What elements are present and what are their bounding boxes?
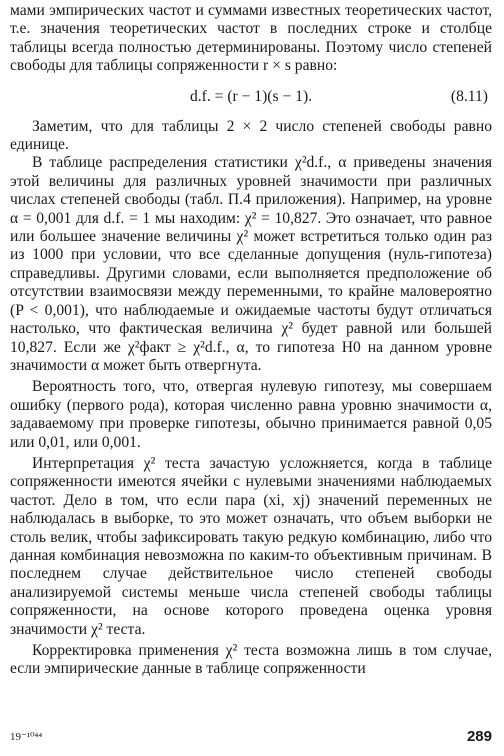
paragraph-interpretation: Интерпретация χ² теста зачастую усложняется, когда в таблице сопряженности имеются ячейки с нулевыми значениями наблюдаемых частот. Дело в том, что если пара (xi, xj) значений переменных не наблюдалась в выборке, то это может означать, что объем выборки не столь велик, чтобы зафиксировать такую редкую комбинацию, либо что данная комбинация невозможна по каким-то объективным причинам. В последнем случае действительное число степеней свободы анализируемой системы меньше числа степеней свободы таблицы сопряженности, на основе которого проведена оценка уровня значимости χ² теста. bbox=[10, 454, 492, 638]
formula-number: (8.11) bbox=[450, 87, 488, 105]
page-number: 289 bbox=[466, 727, 492, 745]
paragraph-intro: мами эмпирических частот и суммами известных теоретических частот, т.е. значения теоретических частот в последних строке и столбце таблицы всегда полностью детерминированы. Поэтому число степеней свободы для таблицы сопряженности r × s равно: bbox=[10, 2, 492, 75]
paragraph-distribution-table: В таблице распределения статистики χ²d.f., α приведены значения этой величины для различных уровней значимости при различных числах степеней свободы (табл. П.4 приложения). Например, на уровне α = 0,001 для d.f. = 1 мы находим: χ² = 10,827. Это означает, что равное или большее значение величины χ² может встретиться только один раз из 1000 при условии, что все сделанные допущения (нуль-гипотеза) справедливы. Другими словами, если выполняется предположение об отсутствии взаимосвязи между переменными, то крайне маловероятно (P < 0,001), что наблюдаемые и ожидаемые частоты будут отличаться настолько, что фактическая величина χ² будет равной или большей 10,827. Если же χ²факт ≥ χ²d.f., α, то гипотеза H0 на данном уровне значимости α может быть отвергнута. bbox=[10, 154, 492, 374]
paragraph-correction: Корректировка применения χ² теста возможна лишь в том случае, если эмпирические данные в таблице сопряженности bbox=[10, 642, 492, 678]
formula-block bbox=[10, 81, 492, 113]
paragraph-type-one-error: Вероятность того, что, отвергая нулевую гипотезу, мы совершаем ошибку (первого рода), которая численно равна уровню значимости α, задаваемому при проверке гипотезы, обычно принимается равной 0,05 или 0,01, или 0,001. bbox=[10, 378, 492, 451]
formula-expression: d.f. = (r − 1)(s − 1). bbox=[189, 87, 313, 105]
printer-signature: 19⁻¹⁰⁴⁴ bbox=[10, 730, 43, 743]
paragraph-2x2-note: Заметим, что для таблицы 2 × 2 число степеней свободы равно единице. bbox=[10, 117, 492, 154]
page-footer bbox=[10, 724, 492, 746]
